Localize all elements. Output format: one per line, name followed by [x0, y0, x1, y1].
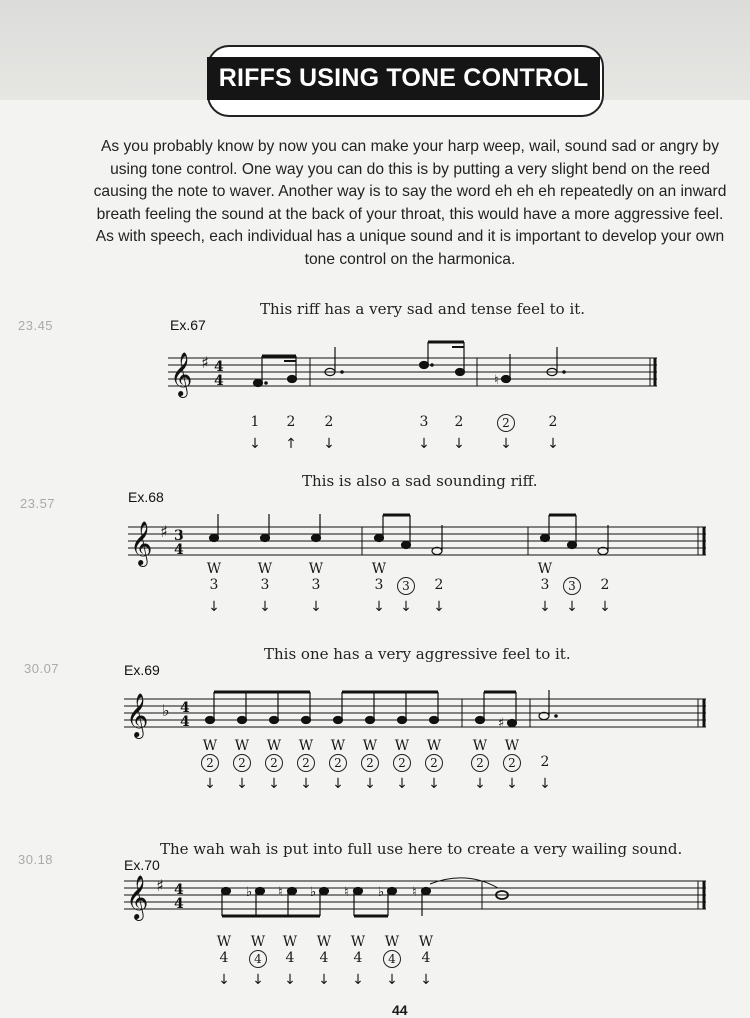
tab-note: 2 ↓ [433, 577, 445, 615]
svg-text:♭: ♭ [378, 885, 385, 900]
intro-line: causing the note to waver. Another way is to say the word eh eh eh repeatedly on an inward [93, 183, 727, 201]
tab-note: W 2 ↓ [362, 738, 378, 792]
tab-note: W 2 ↓ [426, 738, 442, 792]
pencil-annotation: 30.18 [18, 852, 54, 867]
example-caption: The wah wah is put into full use here to create a very wailing sound. [160, 840, 683, 858]
example-caption: This riff has a very sad and tense feel to it. [260, 300, 586, 318]
tab-note: W 2 ↓ [298, 738, 314, 792]
tab-note: 3 ↓ [418, 414, 430, 452]
svg-text:4: 4 [214, 359, 224, 375]
tab-note: 2 ↓ [547, 414, 559, 452]
tab-note: W 4 ↓ [384, 934, 400, 988]
tab-note: W 4 ↓ [282, 934, 298, 988]
intro-line: As you probably know by now you can make your harp weep, wail, sound sad or angry by [100, 138, 720, 155]
tab-note: 1 ↓ [249, 414, 261, 452]
svg-text:4: 4 [214, 373, 224, 389]
tab-note: W 3 ↓ [371, 561, 387, 615]
pencil-annotation: 23.57 [20, 496, 56, 511]
intro-line: As with speech, each individual has a unique sound and it is important to develop your own [95, 228, 725, 246]
tab-note: 3 ↓ [394, 561, 418, 617]
svg-text:♭: ♭ [246, 885, 253, 900]
pencil-annotation: 30.07 [24, 661, 60, 676]
svg-text:4: 4 [180, 714, 190, 730]
example-caption: This is also a sad sounding riff. [302, 472, 538, 490]
flat-icon: ♭ [162, 701, 170, 720]
sharp-icon: ♯ [498, 716, 505, 731]
sharp-icon: ♯ [160, 522, 168, 541]
tab-note: W 2 ↓ [504, 738, 520, 792]
treble-clef-icon: 𝄞 [130, 521, 153, 565]
treble-clef-icon: 𝄞 [126, 693, 149, 737]
page-number: 44 [392, 1002, 408, 1018]
tab-note: W 3 ↓ [308, 561, 324, 615]
treble-clef-icon: 𝄞 [126, 875, 149, 919]
tab-note: W 4 ↓ [418, 934, 434, 988]
svg-text:4: 4 [180, 700, 190, 716]
tab-note: W 2 ↓ [330, 738, 346, 792]
tab-note: W 2 ↓ [234, 738, 250, 792]
tab-note: W 4 ↓ [316, 934, 332, 988]
svg-text:3: 3 [174, 528, 184, 544]
tab-note: W 2 ↓ [472, 738, 488, 792]
tab-note: W 4 ↓ [216, 934, 232, 988]
intro-line: using tone control. One way you can do this is by putting a very slight bend on the reed [110, 160, 710, 178]
svg-text:♮: ♮ [278, 885, 283, 900]
tab-note: W 3 ↓ [206, 561, 222, 615]
tab-note: W 2 ↓ [266, 738, 282, 792]
example-label: Ex.68 [128, 489, 164, 505]
tab-note: W 2 ↓ [394, 738, 410, 792]
svg-text:4: 4 [174, 882, 184, 898]
tab-note: 2 ↓ [599, 577, 611, 615]
tab-note: 2 ↑ [285, 414, 297, 452]
svg-text:♮: ♮ [344, 885, 349, 900]
svg-text:♭: ♭ [310, 885, 317, 900]
treble-clef-icon: 𝄞 [170, 352, 193, 396]
tab-note: 3 ↓ [560, 561, 584, 617]
example-caption: This one has a very aggressive feel to it. [264, 645, 571, 663]
tab-note: W 4 ↓ [350, 934, 366, 988]
natural-icon: ♮ [494, 373, 499, 388]
tab-note: W 2 ↓ [202, 738, 218, 792]
sharp-icon: ♯ [201, 353, 209, 372]
intro-line: tone control on the harmonica. [304, 250, 516, 268]
tab-note: 2 ↓ [494, 398, 518, 454]
intro-line: breath feeling the sound at the back of your throat, this would have a more aggressive feel. [96, 205, 724, 223]
tab-note: W 3 ↓ [537, 561, 553, 615]
example-label: Ex.70 [124, 857, 160, 873]
svg-text:4: 4 [174, 542, 184, 558]
example-label: Ex.67 [170, 317, 206, 333]
example-label: Ex.69 [124, 662, 160, 678]
tab-note: W 3 ↓ [257, 561, 273, 615]
svg-text:4: 4 [174, 896, 184, 912]
tab-note: 2 ↓ [323, 414, 335, 452]
page-title: RIFFS USING TONE CONTROL [207, 57, 600, 100]
tab-note: W 4 ↓ [250, 934, 266, 988]
svg-text:♮: ♮ [412, 885, 417, 900]
tab-note: 2 ↓ [539, 754, 551, 792]
staff-ex67 [168, 358, 657, 386]
tab-note: 2 ↓ [453, 414, 465, 452]
sharp-icon: ♯ [156, 876, 164, 895]
pencil-annotation: 23.45 [18, 318, 54, 333]
